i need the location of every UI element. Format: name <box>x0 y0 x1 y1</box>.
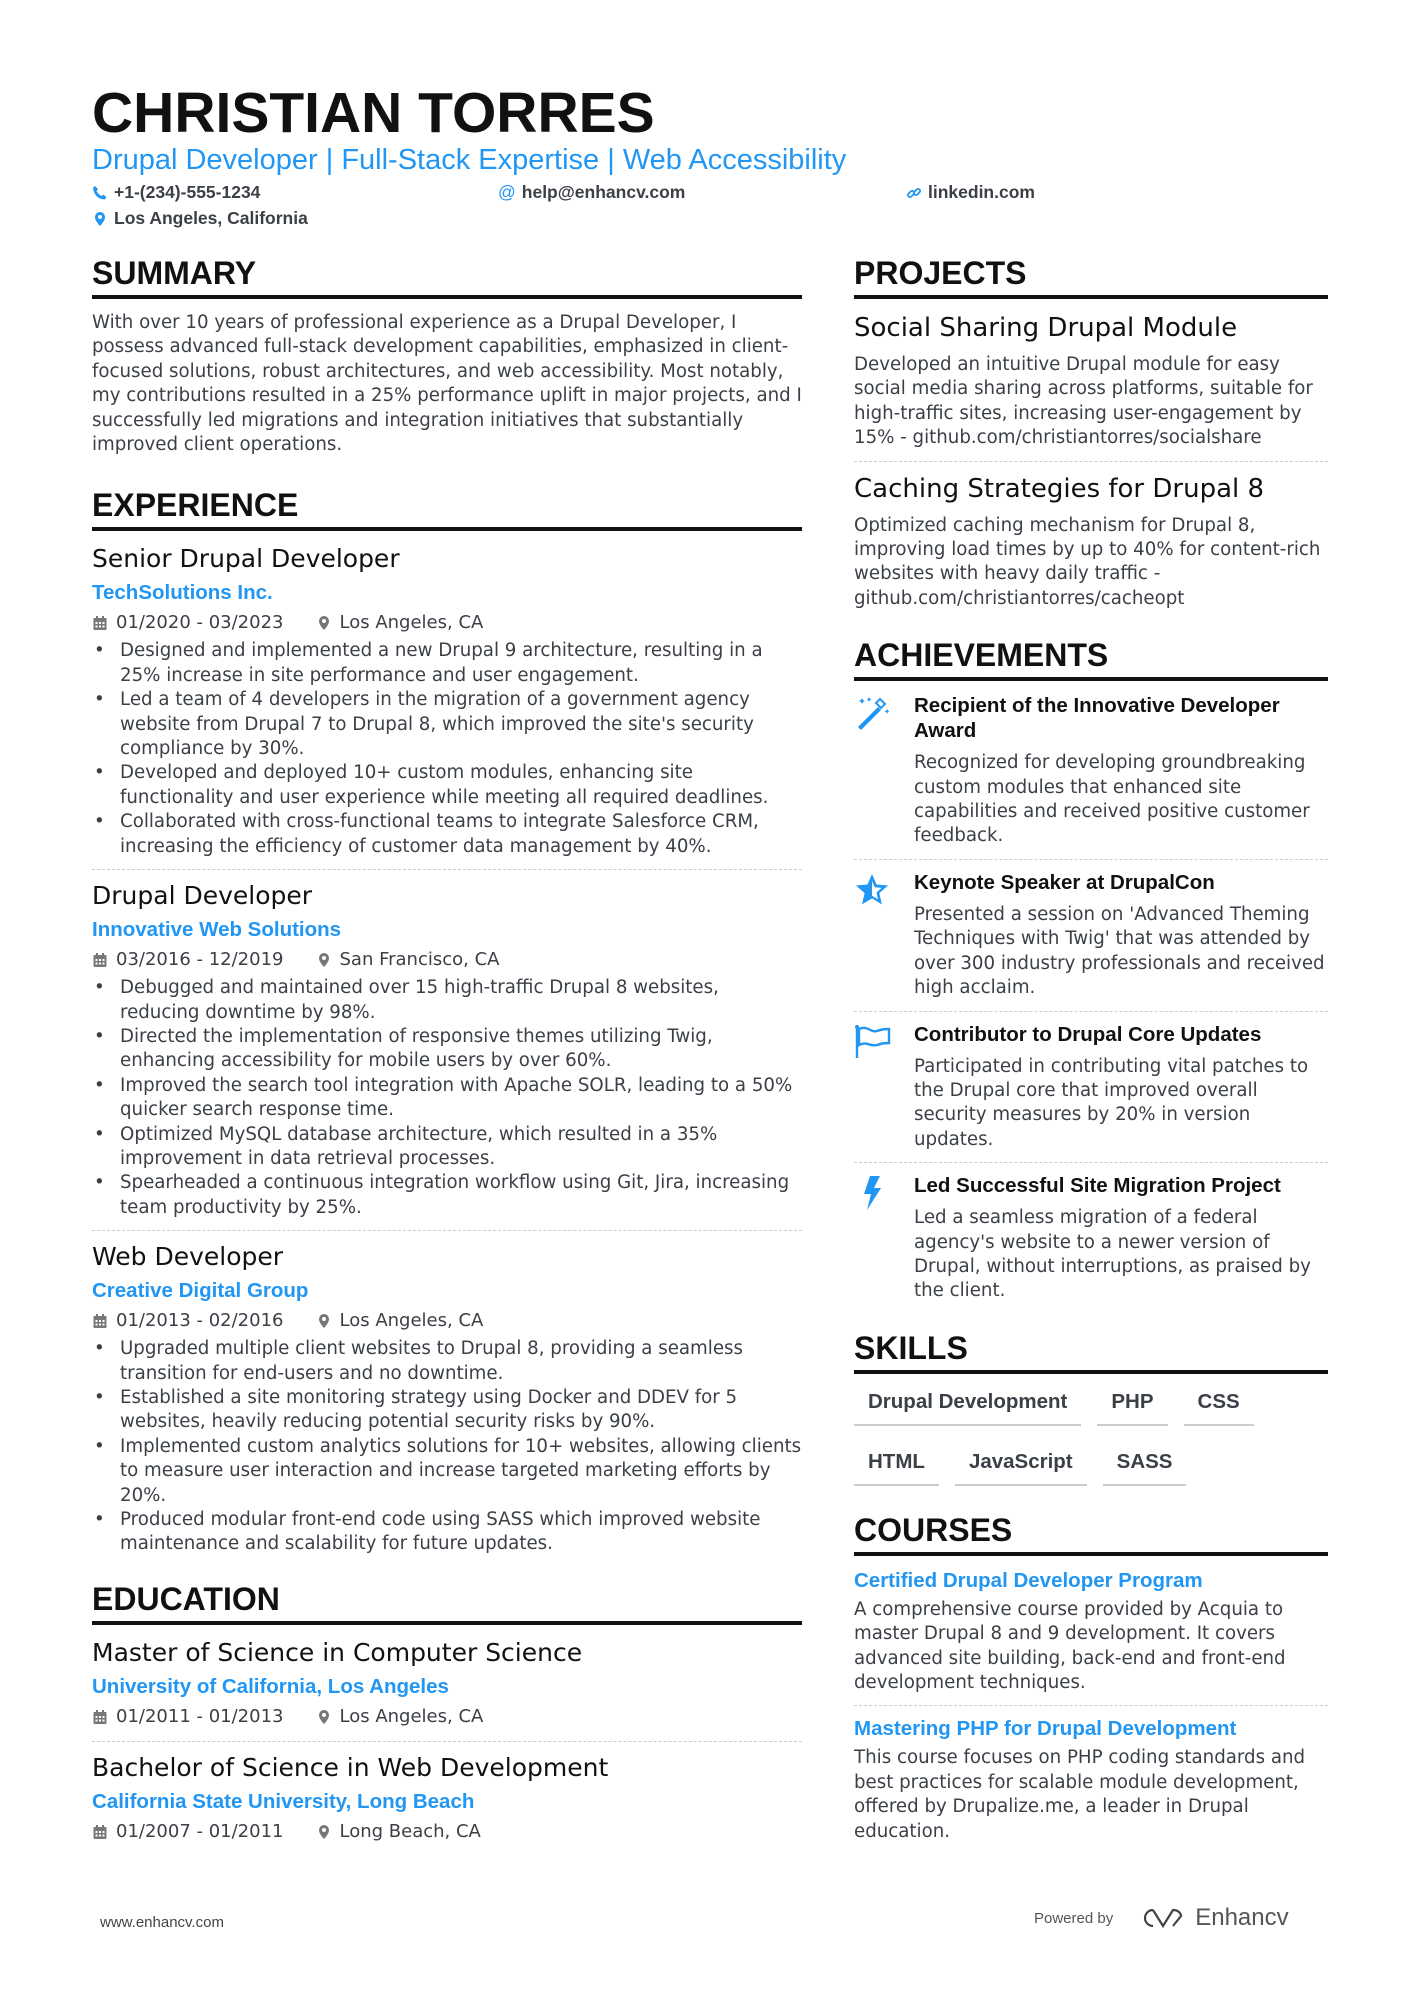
bullet-item: • Optimized MySQL database architecture, which resulted in a 35% improvement in data retrieval processes. <box>92 1123 802 1172</box>
location-pin-icon <box>316 952 332 968</box>
job-bullets <box>92 1337 802 1557</box>
calendar-icon <box>92 615 108 631</box>
bullet-item: • Led a team of 4 developers in the migration of a government agency website from Drupal 7 to Drupal 8, which improved the site's security compliance by 30%. <box>92 688 802 761</box>
project-title: Social Sharing Drupal Module <box>854 313 1238 343</box>
location-pin-icon <box>316 615 332 631</box>
enhancv-logo-icon <box>1139 1906 1185 1930</box>
skills-section <box>854 1330 1328 1486</box>
right-column <box>854 255 1328 1844</box>
link-icon <box>906 185 922 201</box>
divider <box>854 461 1328 462</box>
achievements-section <box>854 637 1328 1304</box>
company-name: Innovative Web Solutions <box>92 918 342 942</box>
calendar-icon <box>92 1709 108 1725</box>
enhancv-logo: Enhancv <box>1139 1904 1288 1932</box>
course-title: Mastering PHP for Drupal Development <box>854 1717 1237 1741</box>
degree: Master of Science in Computer Science <box>92 1637 583 1667</box>
education-entry <box>92 1752 802 1846</box>
magic-wand-icon <box>854 693 914 849</box>
divider <box>854 1011 1328 1012</box>
project-entry <box>854 311 1328 451</box>
bullet-item: • Directed the implementation of responsive themes utilizing Twig, enhancing accessibility for mobile users by over 60%. <box>92 1025 802 1074</box>
divider <box>854 1705 1328 1706</box>
candidate-name: CHRISTIAN TORRES <box>92 81 655 145</box>
company-name: TechSolutions Inc. <box>92 581 273 605</box>
degree: Bachelor of Science in Web Development <box>92 1752 609 1782</box>
skill-tag: HTML <box>854 1446 939 1486</box>
phone-icon <box>92 185 108 201</box>
bullet-item: • Improved the search tool integration with Apache SOLR, leading to a 50% quicker search response time. <box>92 1074 802 1123</box>
location-pin-icon <box>316 1313 332 1329</box>
achievement-title: Led Successful Site Migration Project <box>914 1174 1281 1198</box>
divider <box>854 1162 1328 1163</box>
skill-tag: Drupal Development <box>854 1386 1081 1426</box>
bullet-item: • Designed and implemented a new Drupal 9 architecture, resulting in a 25% increase in site performance and user engagement. <box>92 639 802 688</box>
achievement-entry <box>854 1173 1328 1304</box>
project-entry <box>854 472 1328 612</box>
bullet-item: • Debugged and maintained over 15 high-traffic Drupal 8 websites, reducing downtime by 98%. <box>92 976 802 1025</box>
job-entry <box>92 880 802 1220</box>
skill-tag: CSS <box>1184 1386 1254 1426</box>
location-pin-icon <box>316 1824 332 1840</box>
meta-line: 03/2016 - 12/2019 San Francisco, CA <box>92 946 802 974</box>
achievement-title: Keynote Speaker at DrupalCon <box>914 870 1215 894</box>
job-entry <box>92 1241 802 1557</box>
course-title: Certified Drupal Developer Program <box>854 1568 1203 1592</box>
divider <box>92 869 802 870</box>
contact-website[interactable]: linkedin.com <box>906 182 1035 203</box>
section-heading: EXPERIENCE <box>92 487 802 531</box>
meta-line: 01/2007 - 01/2011 Long Beach, CA <box>92 1818 802 1846</box>
star-icon <box>854 870 914 1001</box>
achievement-description: Recognized for developing groundbreaking custom modules that enhanced site capabilities and received positive customer feedback. <box>914 752 1310 847</box>
skill-tag: PHP <box>1097 1386 1167 1426</box>
company-name: Creative Digital Group <box>92 1279 309 1303</box>
contact-email[interactable]: @ help@enhancv.com <box>498 182 686 202</box>
bullet-item: • Developed and deployed 10+ custom modules, enhancing site functionality and user experience while meeting all required deadlines. <box>92 761 802 810</box>
location-pin-icon <box>92 211 108 227</box>
skill-tag: SASS <box>1103 1446 1187 1486</box>
bullet-item: • Implemented custom analytics solutions for 10+ websites, allowing clients to measure user interaction and increase targeted marketing efforts by 20%. <box>92 1435 802 1508</box>
bullet-item: • Established a site monitoring strategy using Docker and DDEV for 5 websites, heavily reducing potential security risks by 90%. <box>92 1386 802 1435</box>
school-name: California State University, Long Beach <box>92 1789 475 1813</box>
project-description: Optimized caching mechanism for Drupal 8, improving load times by up to 40% for content-rich websites with heavy daily traffic - github.com/christiantorres/cacheopt <box>854 514 1321 609</box>
education-section <box>92 1581 802 1846</box>
calendar-icon <box>92 952 108 968</box>
calendar-icon <box>92 1313 108 1329</box>
project-description: Developed an intuitive Drupal module for easy social media sharing across platforms, suitable for high-traffic sites, increasing user-engagement by 15% - github.com/christiantorres/socialshare <box>854 354 1313 449</box>
bullet-item: • Produced modular front-end code using SASS which improved website maintenance and scalability for future updates. <box>92 1508 802 1557</box>
contact-phone: +1-(234)-555-1234 <box>92 182 260 203</box>
achievement-entry <box>854 870 1328 1001</box>
course-description: A comprehensive course provided by Acquia to master Drupal 8 and 9 development. It covers advanced site building, back-end and front-end development techniques. <box>854 1598 1286 1693</box>
summary-section <box>92 255 802 457</box>
summary-text: With over 10 years of professional experience as a Drupal Developer, I possess advanced full-stack development capabilities, emphasized in client-focused solutions, robust architectures, and web accessibility. Most notably, my contributions resulted in a 25% performance uplift in major projects, and I successfully led migrations and integration initiatives that substantially improved client operations. <box>92 312 802 456</box>
meta-line: 01/2011 - 01/2013 Los Angeles, CA <box>92 1703 802 1731</box>
powered-by-label: Powered by <box>1034 1909 1114 1927</box>
job-title: Senior Drupal Developer <box>92 544 400 574</box>
projects-section <box>854 255 1328 611</box>
course-entry <box>854 1568 1328 1696</box>
achievement-entry <box>854 693 1328 849</box>
contact-location: Los Angeles, California <box>92 208 308 229</box>
job-title: Drupal Developer <box>92 881 313 911</box>
section-heading: ACHIEVEMENTS <box>854 637 1328 681</box>
divider <box>92 1230 802 1231</box>
at-icon: @ <box>498 182 516 202</box>
bullet-item: • Collaborated with cross-functional teams to integrate Salesforce CRM, increasing the efficiency of customer data management by 40%. <box>92 810 802 859</box>
achievement-description: Participated in contributing vital patches to the Drupal core that improved overall security measures by 20% in version updates. <box>914 1055 1309 1150</box>
education-entry <box>92 1637 802 1731</box>
achievement-title: Contributor to Drupal Core Updates <box>914 1022 1262 1046</box>
school-name: University of California, Los Angeles <box>92 1674 449 1698</box>
course-description: This course focuses on PHP coding standards and best practices for scalable module development, offered by Drupalize.me, a leader in Drupal education. <box>854 1747 1306 1842</box>
section-heading: PROJECTS <box>854 255 1328 299</box>
bullet-item: • Spearheaded a continuous integration workflow using Git, Jira, increasing team productivity by 25%. <box>92 1171 802 1220</box>
meta-line: 01/2013 - 02/2016 Los Angeles, CA <box>92 1307 802 1335</box>
bullet-item: • Upgraded multiple client websites to Drupal 8, providing a seamless transition for end-users and no downtime. <box>92 1337 802 1386</box>
job-bullets <box>92 639 802 859</box>
candidate-title: Drupal Developer | Full-Stack Expertise | Web Accessibility <box>92 144 847 176</box>
section-heading: EDUCATION <box>92 1581 802 1625</box>
job-bullets <box>92 976 802 1220</box>
section-heading: SUMMARY <box>92 255 802 299</box>
courses-section <box>854 1512 1328 1844</box>
divider <box>854 859 1328 860</box>
job-entry <box>92 543 802 859</box>
meta-line: 01/2020 - 03/2023 Los Angeles, CA <box>92 609 802 637</box>
section-heading: SKILLS <box>854 1330 1328 1374</box>
course-entry <box>854 1716 1328 1844</box>
skill-tag: JavaScript <box>955 1446 1087 1486</box>
left-column <box>92 255 802 1846</box>
achievement-description: Led a seamless migration of a federal agency's website to a newer version of Drupal, without interruptions, as praised by the client. <box>914 1207 1311 1302</box>
footer-website[interactable]: www.enhancv.com <box>100 1914 224 1931</box>
achievement-entry <box>854 1022 1328 1153</box>
location-pin-icon <box>316 1709 332 1725</box>
section-heading: COURSES <box>854 1512 1328 1556</box>
achievement-title: Recipient of the Innovative Developer Award <box>914 694 1280 743</box>
experience-section <box>92 487 802 1556</box>
project-title: Caching Strategies for Drupal 8 <box>854 473 1265 504</box>
achievement-description: Presented a session on 'Advanced Theming Techniques with Twig' that was attended by over 300 industry professionals and received high acclaim. <box>914 903 1325 999</box>
footer-branding <box>1034 1904 1289 1932</box>
calendar-icon <box>92 1824 108 1840</box>
flag-icon <box>854 1022 914 1153</box>
job-title: Web Developer <box>92 1242 284 1272</box>
bolt-icon <box>854 1173 914 1304</box>
divider <box>92 1741 802 1742</box>
